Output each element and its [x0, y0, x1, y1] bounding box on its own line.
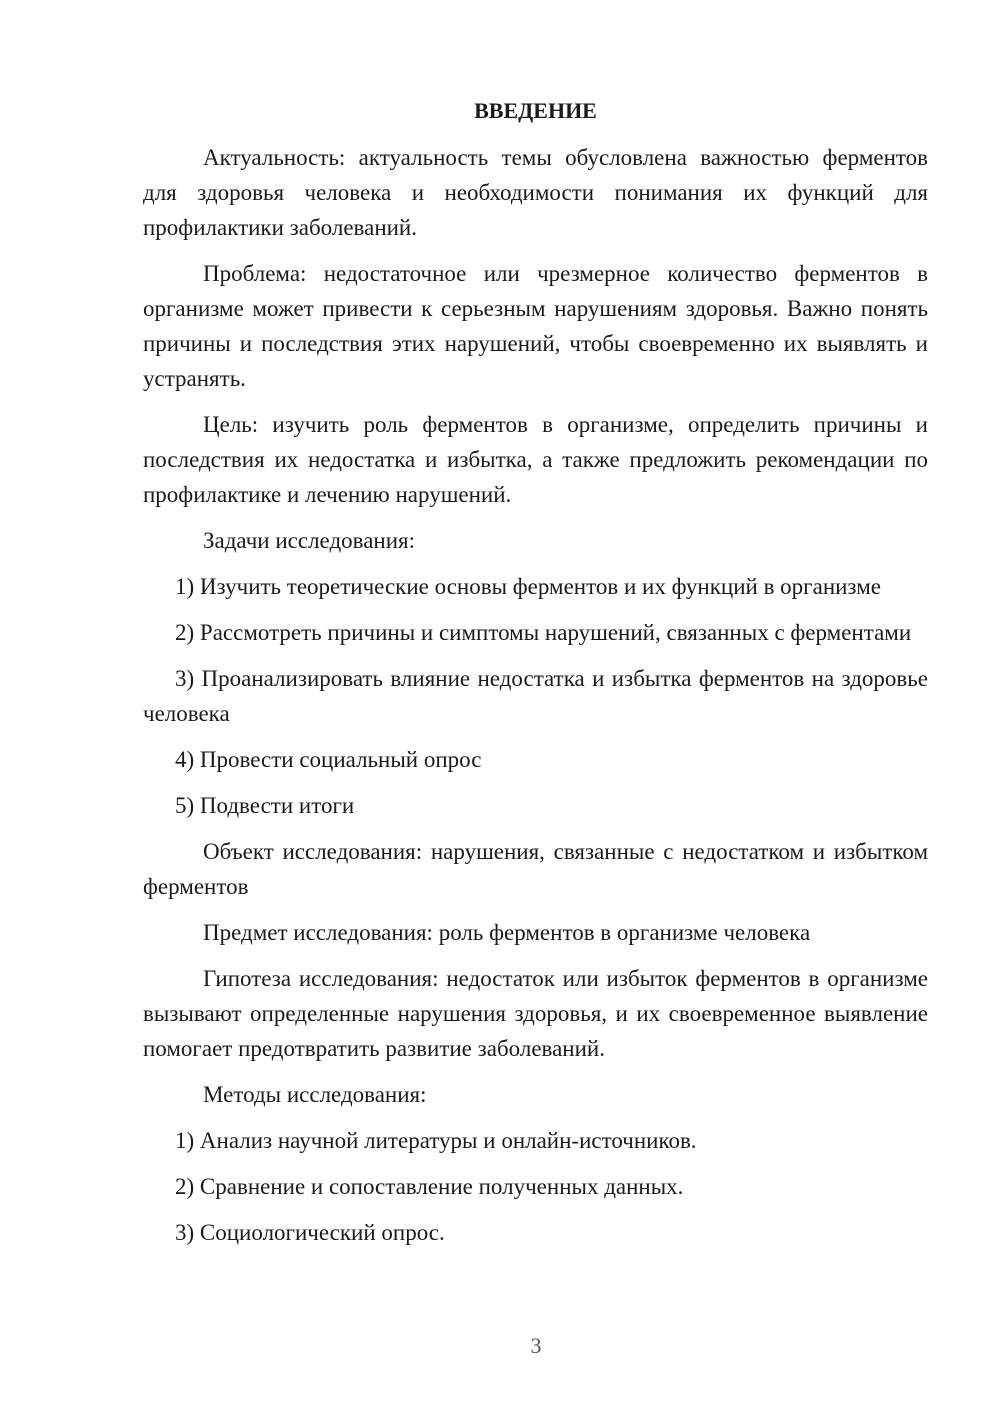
- object-paragraph: Объект исследования: нарушения, связанные с недостатком и избытком ферментов: [143, 839, 928, 899]
- tasks-heading: Задачи исследования:: [203, 528, 416, 553]
- task-item-1: 1) Изучить теоретические основы ферментов и их функций в организме: [175, 574, 881, 599]
- problem-paragraph: Проблема: недостаточное или чрезмерное количество ферментов в организме может привести к серьезным нарушениям здоровья. Важно понять причины и последствия этих нарушений, чтобы своевременно их выявлять и устранять.: [143, 261, 928, 391]
- subject-paragraph: Предмет исследования: роль ферментов в организме человека: [203, 920, 811, 945]
- document-body: [143, 96, 928, 1261]
- method-item-1: 1) Анализ научной литературы и онлайн-источников.: [175, 1128, 697, 1153]
- page-number: 3: [530, 1333, 542, 1358]
- method-item-2: 2) Сравнение и сопоставление полученных данных.: [175, 1174, 684, 1199]
- page-title: ВВЕДЕНИЕ: [474, 98, 597, 123]
- task-item-3: 3) Проанализировать влияние недостатка и избытка ферментов на здоровье человека: [143, 666, 928, 726]
- task-item-5: 5) Подвести итоги: [175, 793, 355, 818]
- methods-heading: Методы исследования:: [203, 1082, 427, 1107]
- method-item-3: 3) Социологический опрос.: [175, 1220, 445, 1245]
- task-item-4: 4) Провести социальный опрос: [175, 747, 482, 772]
- task-item-2: 2) Рассмотреть причины и симптомы нарушений, связанных с ферментами: [175, 620, 912, 645]
- hypothesis-paragraph: Гипотеза исследования: недостаток или избыток ферментов в организме вызывают определенные нарушения здоровья, и их своевременное выявление помогает предотвратить развитие заболеваний.: [143, 966, 928, 1061]
- goal-paragraph: Цель: изучить роль ферментов в организме, определить причины и последствия их недостатка и избытка, а также предложить рекомендации по профилактике и лечению нарушений.: [143, 412, 928, 507]
- relevance-paragraph: Актуальность: актуальность темы обусловлена важностью ферментов для здоровья человека и необходимости понимания их функций для профилактики заболеваний.: [143, 145, 928, 240]
